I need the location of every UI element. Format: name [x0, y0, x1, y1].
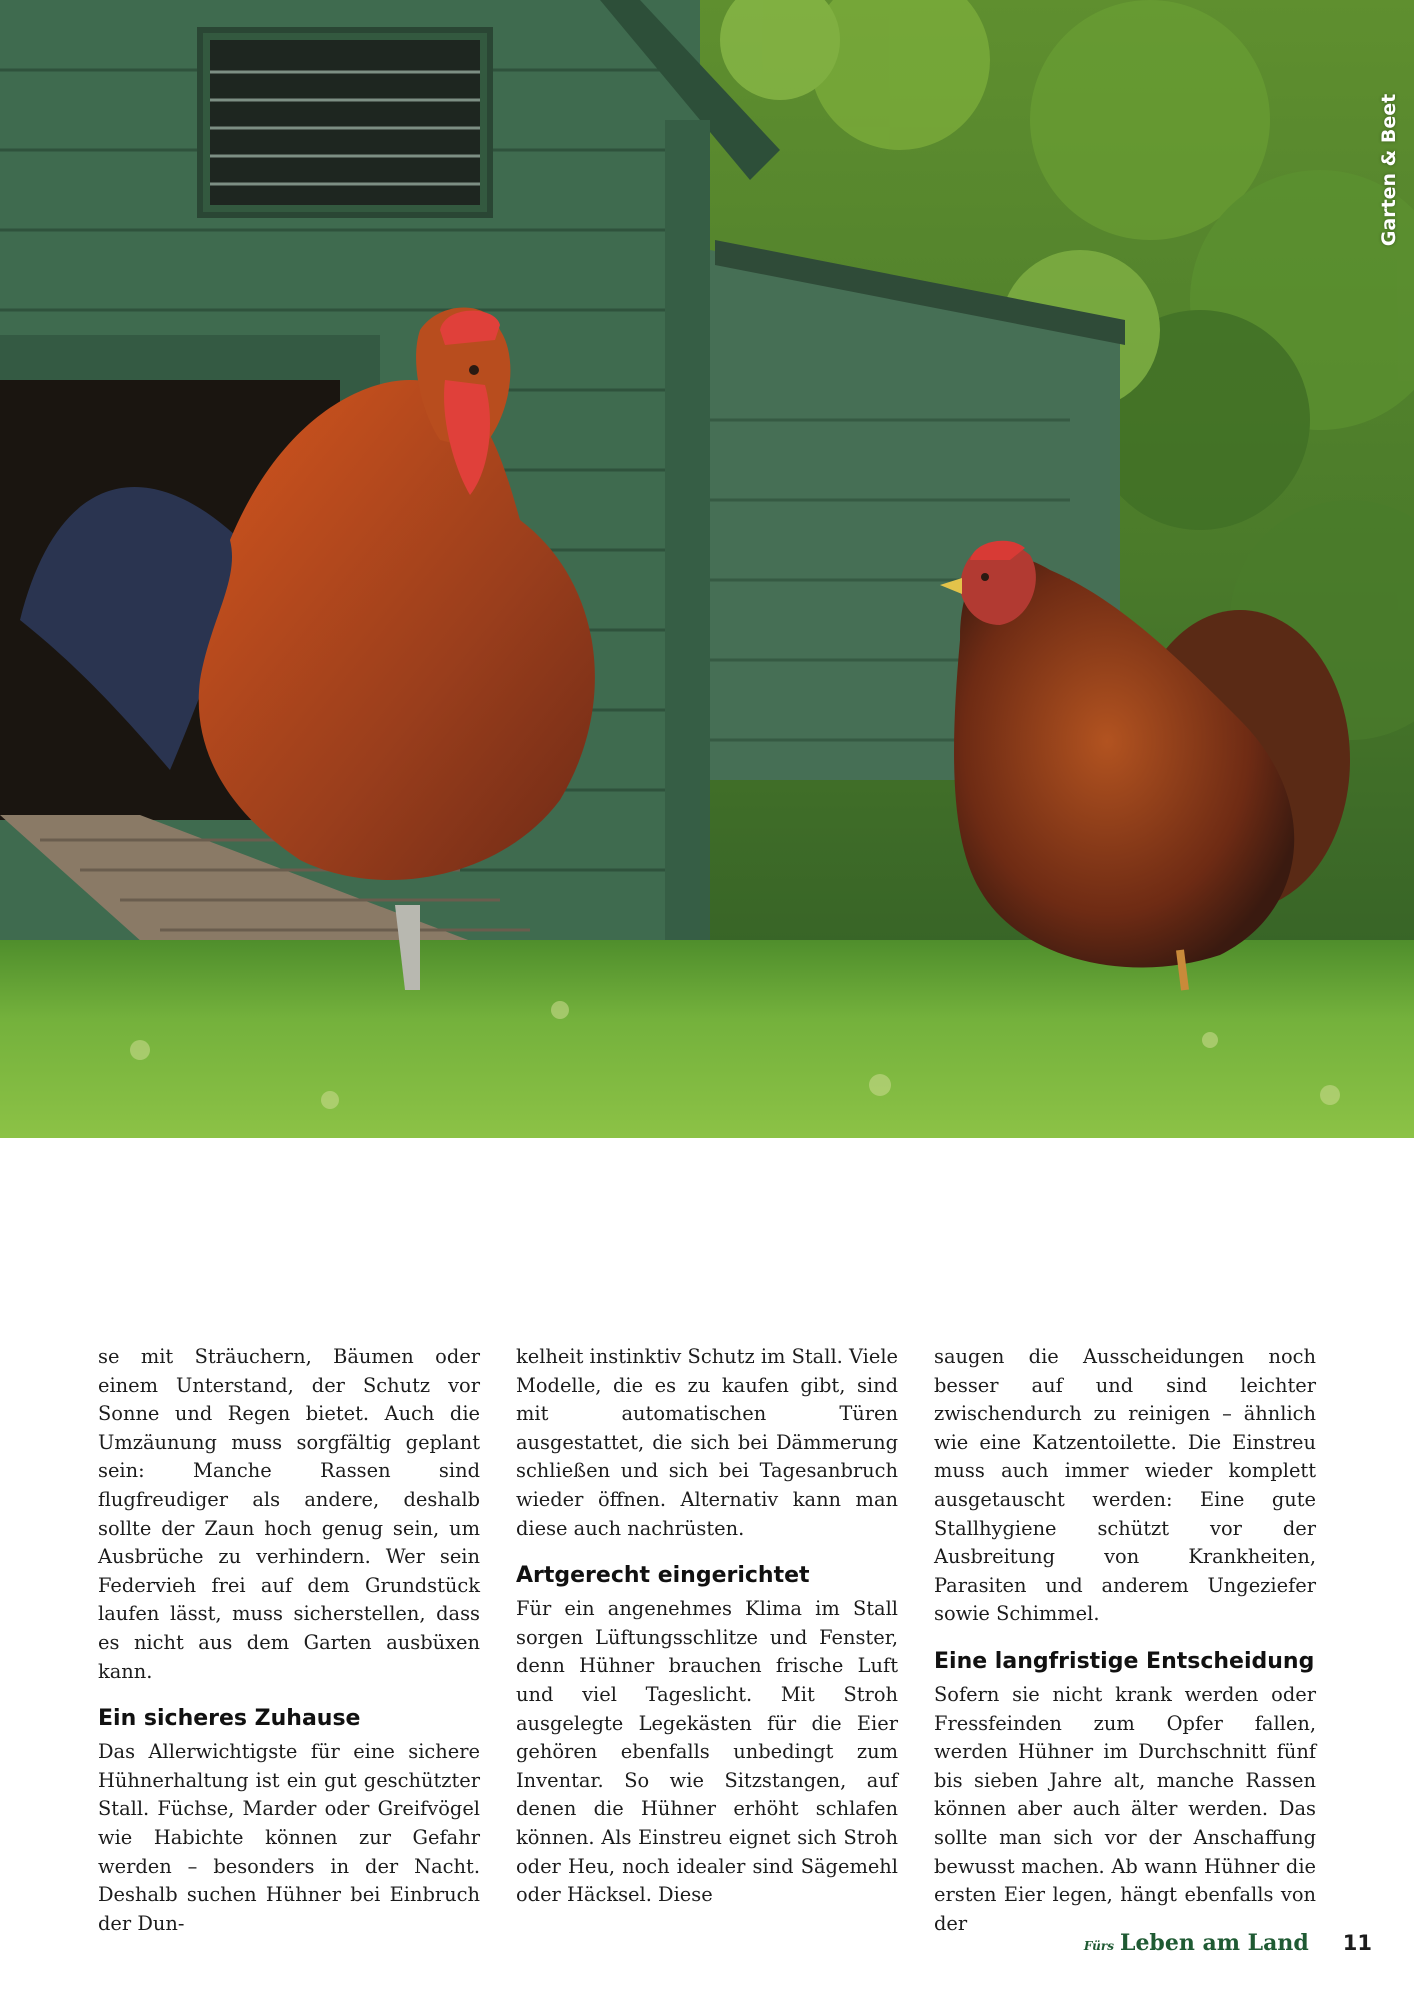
- paragraph: saugen die Ausscheidungen noch besser auf und sind leichter zwischendurch zu reinigen – ähnlich wie eine Katzentoilette. Die Einstreu muss auch immer wieder komplett ausgetauscht werden: Eine gute Stallhygiene schützt vor der Ausbreitung von Krankheiten, Parasiten und anderem Ungeziefer sowie Schimmel.: [934, 1345, 1316, 1626]
- paragraph: se mit Sträuchern, Bäumen oder einem Unterstand, der Schutz vor Sonne und Regen bietet. Auch die Umzäunung muss sorgfältig geplant sein: Manche Rassen sind flugfreudiger als andere, deshalb sollte der Zaun hoch genug sein, um Ausbrüche zu verhindern. Wer sein Federvieh frei auf dem Grundstück laufen lässt, muss sicherstellen, dass es nicht aus dem Garten ausbüxen kann.: [98, 1345, 480, 1683]
- text-column-1: [98, 1343, 480, 1938]
- paragraph: Für ein angenehmes Klima im Stall sorgen Lüftungsschlitze und Fenster, denn Hühner brauchen frische Luft und viel Tageslicht. Mit Stroh ausgelegte Legekästen für die Eier gehören ebenfalls unbedingt zum Inventar. So wie Sitzstangen, auf denen die Hühner erhöht schlafen können. Als Einstreu eignet sich Stroh oder Heu, noch idealer sind Sägemehl oder Häcksel. Diese: [516, 1597, 898, 1907]
- text-column-2: [516, 1343, 898, 1910]
- paragraph: Das Allerwichtigste für eine sichere Hühnerhaltung ist ein gut geschützter Stall. Füchse, Marder oder Greifvögel wie Habichte können zur Gefahr werden – besonders in der Nacht. Deshalb suchen Hühner bei Einbruch der Dun-: [98, 1740, 480, 1935]
- subheading: Ein sicheres Zuhause: [98, 1706, 361, 1732]
- subheading: Artgerecht eingerichtet: [516, 1563, 810, 1589]
- page-number: 11: [1342, 1931, 1372, 1955]
- paragraph: Sofern sie nicht krank werden oder Fressfeinden zum Opfer fallen, werden Hühner im Durchschnitt fünf bis sieben Jahre alt, manche Rassen können aber auch älter werden. Das sollte man sich vor der Anschaffung bewusst machen. Ab wann Hühner die ersten Eier legen, hängt ebenfalls von der: [934, 1682, 1316, 1935]
- magazine-prefix: Fürs: [1083, 1939, 1114, 1953]
- text-column-3: [934, 1343, 1316, 1938]
- page-footer: [1084, 1930, 1372, 1956]
- magazine-title: Leben am Land: [1119, 1930, 1309, 1956]
- section-label-tab: [1372, 95, 1406, 245]
- subheading: Eine langfristige Entscheidung: [934, 1648, 1315, 1674]
- paragraph: kelheit instinktiv Schutz im Stall. Viele Modelle, die es zu kaufen gibt, sind mit automatischen Türen ausgestattet, die sich bei Dämmerung schließen und sich bei Tagesanbruch wieder öffnen. Alternativ kann man diese auch nachrüsten.: [516, 1345, 898, 1540]
- section-label: Garten & Beet: [1378, 93, 1400, 247]
